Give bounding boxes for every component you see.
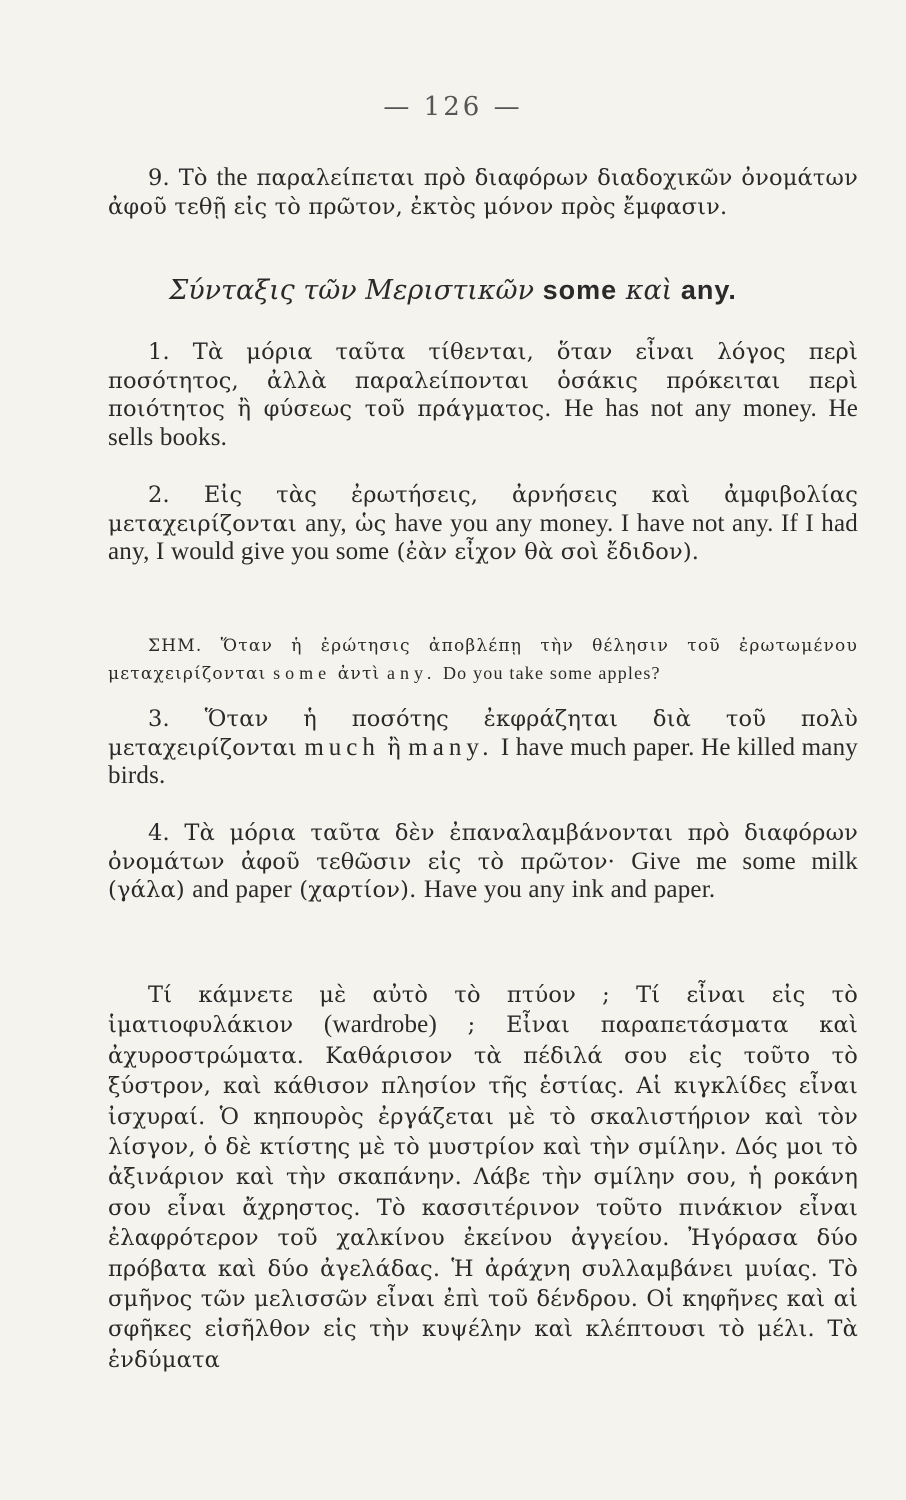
item-number: 3. bbox=[148, 706, 170, 732]
paragraph-item-3 bbox=[108, 705, 858, 791]
english-text: Have you any ink and paper. bbox=[423, 876, 716, 904]
heading-word-any: any. bbox=[680, 275, 737, 305]
paragraph-item-9 bbox=[108, 164, 858, 221]
heading-title: Σύνταξις τῶν Μεριστικῶν bbox=[169, 275, 534, 306]
english-text: (wardrobe) bbox=[323, 1011, 437, 1039]
english-word-many: many. bbox=[408, 733, 494, 761]
greek-text: ἢ bbox=[387, 734, 401, 761]
english-word-much: much bbox=[304, 733, 380, 761]
greek-text: ὡς bbox=[355, 510, 387, 537]
heading-word-some: some bbox=[542, 275, 618, 305]
note-paragraph bbox=[108, 633, 858, 688]
item-number: 2. bbox=[148, 482, 170, 508]
greek-text: (γάλα) bbox=[108, 877, 185, 904]
page-number: — 126 — bbox=[383, 92, 523, 122]
greek-text: παραλείπεται πρὸ διαφόρων διαδοχικῶν ὀνομάτων ἀφοῦ τεθῇ εἰς τὸ πρῶτον, ἐκτὸς μόνον πρὸς ἔμφασιν. bbox=[108, 165, 858, 220]
section-heading bbox=[0, 275, 906, 306]
item-number: 4. bbox=[148, 820, 170, 846]
english-word-any: any. bbox=[387, 663, 437, 683]
greek-text: Ὅταν ἡ ἐρώτησις ἀποβλέπῃ τὴν θέλησιν τοῦ ἐρωτωμένου μεταχειρίζονται bbox=[108, 636, 859, 684]
english-text: Do you take some apples? bbox=[442, 663, 661, 683]
english-text: any, bbox=[305, 509, 347, 537]
paragraph-item-4 bbox=[108, 819, 858, 905]
item-number: 1. bbox=[148, 339, 170, 365]
english-word-some: some bbox=[273, 663, 332, 683]
heading-and: καὶ bbox=[625, 275, 673, 306]
greek-text: Τί κάμνετε μὲ αὐτὸ τὸ πτύον ; Τί εἶναι εἰς τὸ ἱματιοφυλάκιον bbox=[108, 982, 858, 1039]
greek-text: Ὅταν ἡ ποσότης ἐκφράζηται διὰ τοῦ πολὺ μεταχειρίζονται bbox=[108, 706, 858, 761]
paragraph-item-1 bbox=[108, 338, 858, 452]
greek-text: Τὸ bbox=[178, 165, 208, 191]
exercise-paragraph bbox=[108, 980, 858, 1375]
greek-text: ἀντὶ bbox=[337, 664, 381, 684]
greek-text: ; Εἶναι παραπετάσματα καὶ ἀχυροστρώματα. Καθάρισον τὰ πέδιλά σου εἰς τοῦτο τὸ ξύστρον, καὶ κάθισον πλησίον τῆς ἑστίας. Αἱ κιγκλίδες εἶναι ἰσχυραί. Ὁ κηπουρὸς ἐργάζεται μὲ τὸ σκαλιστήριον καὶ τὸν λίσγον, ὁ δὲ κτίστης μὲ τὸ μυστρίον καὶ τὴν σμίλην. Δός μοι τὸ ἀξινάριον καὶ τὴν σκαπάνην. Λάβε τὴν σμίλην σου, ἡ ροκάνη σου εἶναι ἄχρηστος. Τὸ κασσιτέρινον τοῦτο πινάκιον εἶναι ἐλαφρότερον τοῦ χαλκίνου ἐκείνου ἀγγείου. Ἠγόρασα δύο πρόβατα καὶ δύο ἀγελάδας. Ἡ ἀράχνη συλλαμβάνει μυίας. Τὸ σμῆνος τῶν μελισσῶν εἶναι ἐπὶ τοῦ δένδρου. Οἱ κηφῆνες καὶ αἱ σφῆκες εἰσῆλθον εἰς τὴν κυψέλην καὶ κλέπτουσι τὸ μέλι. Τὰ ἐνδύματα bbox=[108, 1012, 858, 1373]
greek-text: Τὰ μόρια ταῦτα τίθενται, ὅταν εἶναι λόγος περὶ ποσότητος, ἀλλὰ παραλείπονται ὁσάκις πρόκειται περὶ ποιότητος ἢ φύσεως τοῦ πράγματος. bbox=[108, 339, 858, 423]
english-text: He has not any money. He sells books. bbox=[108, 395, 859, 451]
greek-text: (χαρτίον). bbox=[299, 877, 417, 904]
english-text: have you any money. I have not any. If I had any, I would give you some bbox=[108, 509, 858, 566]
english-text: the bbox=[216, 164, 248, 191]
english-text: I have much paper. He killed many birds. bbox=[108, 733, 858, 790]
greek-text: Εἰς τὰς ἐρωτήσεις, ἀρνήσεις καὶ ἀμφιβολίας μεταχειρίζονται bbox=[108, 482, 859, 537]
greek-text: Τὰ μόρια ταῦτα δὲν ἐπαναλαμβάνονται πρὸ διαφόρων ὀνομάτων ἀφοῦ τεθῶσιν εἰς τὸ πρῶτον· bbox=[108, 820, 858, 875]
item-number: 9. bbox=[148, 165, 170, 191]
english-text: and paper bbox=[192, 876, 292, 904]
paragraph-item-2 bbox=[108, 481, 858, 567]
note-label: ΣΗΜ. bbox=[148, 636, 203, 656]
greek-text: (ἐὰν εἶχον θὰ σοὶ ἔδιδον). bbox=[396, 539, 700, 566]
english-text: Give me some milk bbox=[631, 847, 859, 875]
